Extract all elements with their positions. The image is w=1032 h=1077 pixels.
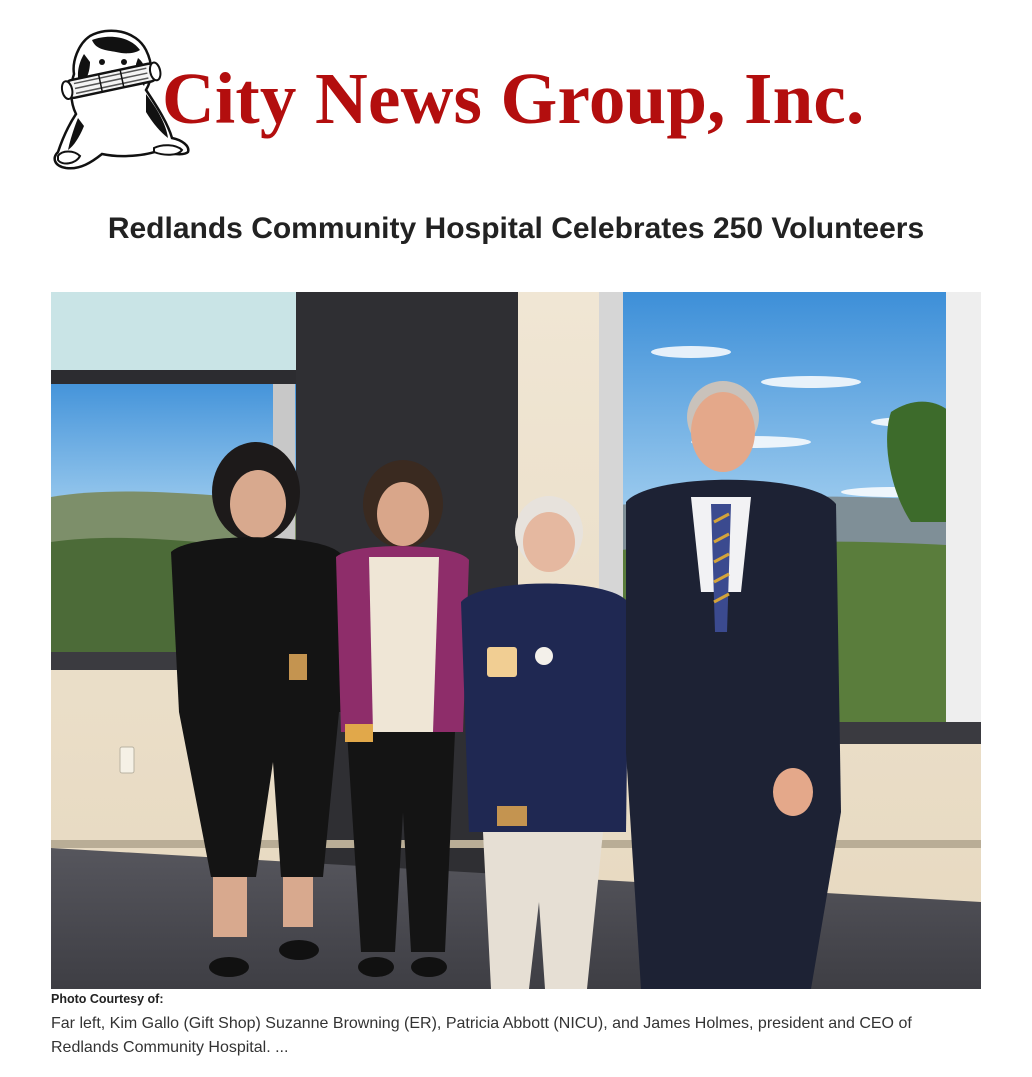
photo-caption: Far left, Kim Gallo (Gift Shop) Suzanne Browning (ER), Patricia Abbott (NICU), and James Holmes, president and CEO of Redlands Community Hospital. ... <box>51 1015 912 1056</box>
masthead <box>50 28 982 178</box>
article-photo <box>51 292 981 989</box>
photo-credit-label: Photo Courtesy of: <box>51 992 164 1006</box>
masthead-title: City News Group, Inc. <box>162 58 865 139</box>
article-headline: Redlands Community Hospital Celebrates 250 Volunteers <box>107 212 925 245</box>
